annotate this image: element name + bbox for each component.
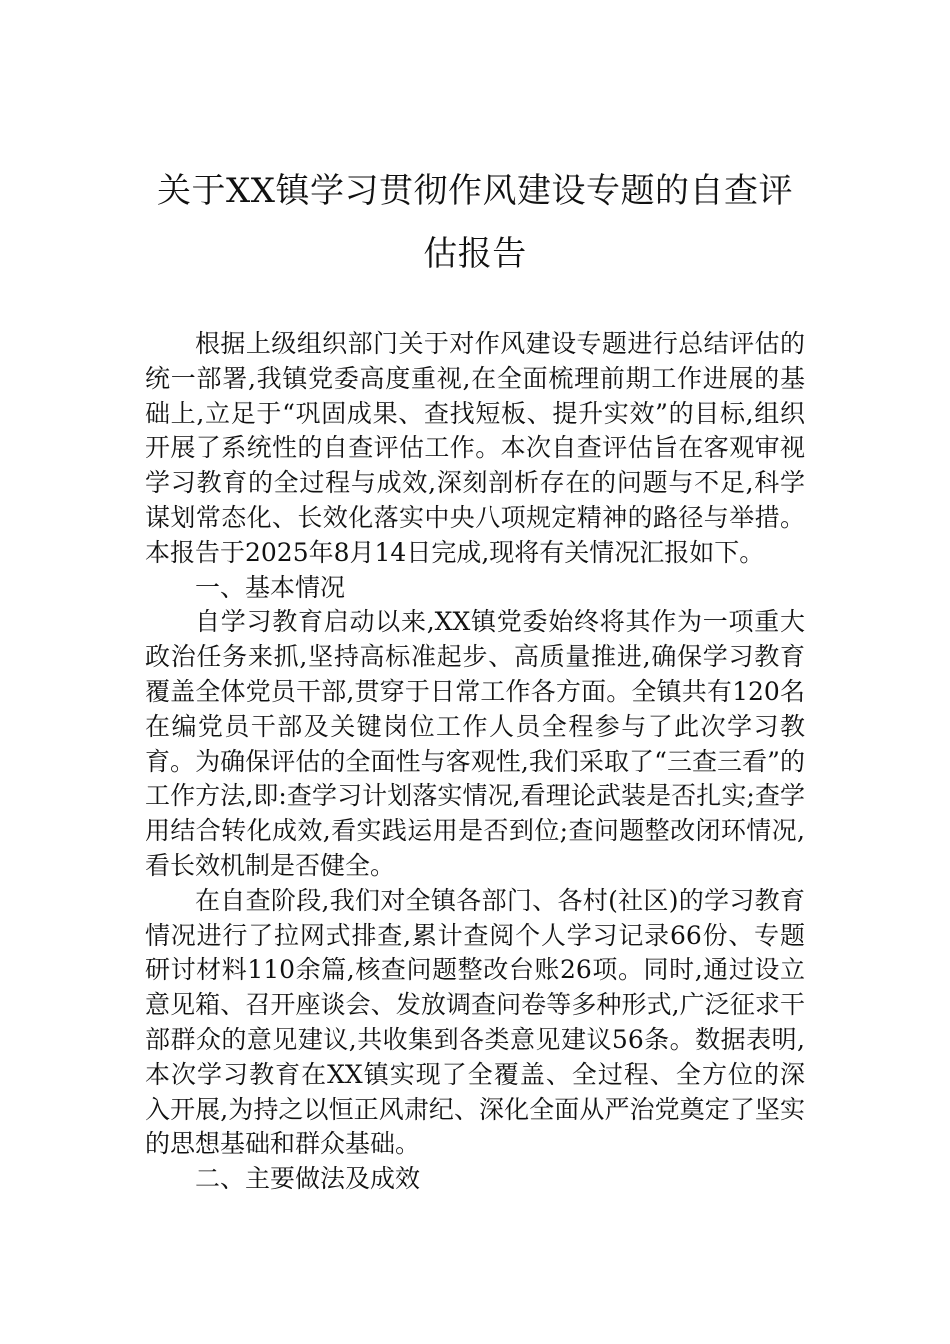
document-title: 关于XX镇学习贯彻作风建设专题的自查评估报告 — [157, 171, 793, 274]
intro-paragraph: 根据上级组织部门关于对作风建设专题进行总结评估的统一部署,我镇党委高度重视,在全面梳理前期工作进展的基础上,立足于“巩固成果、查找短板、提升实效”的目标,组织开展了系统性的自查评估工作。本次自查评估旨在客观审视学习教育的全过程与成效,深刻剖析存在的问题与不足,科学谋划常态化、长效化落实中央八项规定精神的路径与举措。本报告于2025年8月14日完成,现将有关情况汇报如下。 — [145, 329, 805, 567]
self-check-paragraph: 在自查阶段,我们对全镇各部门、各村(社区)的学习教育情况进行了拉网式排查,累计查阅个人学习记录66份、专题研讨材料110余篇,核查问题整改台账26项。同时,通过设立意见箱、召开座谈会、发放调查问卷等多种形式,广泛征求干部群众的意见建议,共收集到各类意见建议56条。数据表明,本次学习教育在XX镇实现了全覆盖、全过程、全方位的深入开展,为持之以恒正风肃纪、深化全面从严治党奠定了坚实的思想基础和群众基础。 — [145, 885, 805, 1159]
basic-situation-paragraph: 自学习教育启动以来,XX镇党委始终将其作为一项重大政治任务来抓,坚持高标准起步、高质量推进,确保学习教育覆盖全体党员干部,贯穿于日常工作各方面。全镇共有120名在编党员干部及关键岗位工作人员全程参与了此次学习教育。为确保评估的全面性与客观性,我们采取了“三查三看”的工作方法,即:查学习计划落实情况,看理论武装是否扎实;查学用结合转化成效,看实践运用是否到位;查问题整改闭环情况,看长效机制是否健全。 — [145, 607, 805, 880]
document-body — [145, 327, 805, 1197]
section-heading-basic-situation: 一、基本情况 — [195, 572, 346, 602]
section-heading-main-practices: 二、主要做法及成效 — [195, 1164, 421, 1194]
